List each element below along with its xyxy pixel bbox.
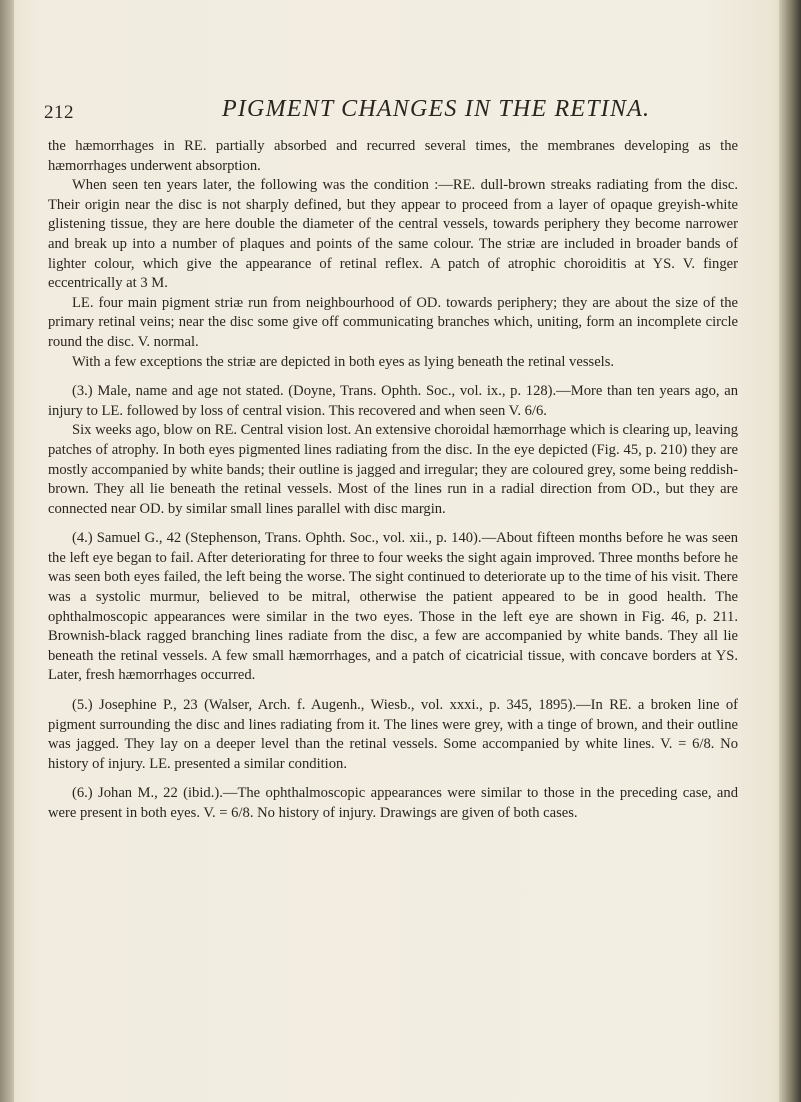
paragraph: (6.) Johan M., 22 (ibid.).—The ophthalmoscopic appearances were similar to those in the preceding case, and were present in both eyes. V. = 6/8. No history of injury. Drawings are given of both cases. (48, 785, 738, 821)
paragraph: (3.) Male, name and age not stated. (Doyne, Trans. Ophth. Soc., vol. ix., p. 128).—More than ten years ago, an injury to LE. followed by loss of central vision. This recovered and when seen V. 6/6. (48, 383, 738, 419)
paragraph: (4.) Samuel G., 42 (Stephenson, Trans. Ophth. Soc., vol. xii., p. 140).—About fifteen months before he was seen the left eye began to fail. After deteriorating for three to four weeks the sight again improved. Three months before he was seen both eyes failed, the left being the worse. The sight continued to deteriorate up to the time of his visit. There was a systolic murmur, believed to be mitral, otherwise the patient appeared to be in good health. The ophthalmoscopic appearances were similar in the two eyes. Those in the left eye are shown in Fig. 46, p. 211. Brownish-black ragged branching lines radiate from the disc, a few are accompanied by white bands. They all lie beneath the retinal vessels. A few small hæmorrhages, and a patch of cicatricial tissue, with concave borders at YS. Later, fresh hæmorrhages occurred. (48, 530, 738, 684)
paragraph: With a few exceptions the striæ are depicted in both eyes as lying beneath the retinal vessels. (72, 353, 615, 370)
page-left-edge (0, 0, 14, 1102)
page-number: 212 (44, 102, 74, 123)
paragraph: (5.) Josephine P., 23 (Walser, Arch. f. Augenh., Wiesb., vol. xxxi., p. 345, 1895).—In RE. a broken line of pigment surrounding the disc and lines radiating from it. The lines were grey, with a tinge of brown, and their outline was jagged. They lay on a deeper level than the retinal vessels. Some accompanied by white lines. V. = 6/8. No history of injury. LE. presented a similar condition. (48, 697, 738, 772)
paragraph: the hæmorrhages in RE. partially absorbed and recurred several times, the membranes developing as the hæmorrhages underwent absorption. (48, 138, 738, 174)
body-text (48, 137, 738, 824)
paragraph: LE. four main pigment striæ run from neighbourhood of OD. towards periphery; they are about the size of the primary retinal veins; near the disc some give off communicating branches which, uniting, form an incomplete circle round the disc. V. normal. (48, 294, 738, 350)
paragraph: When seen ten years later, the following was the condition :—RE. dull-brown streaks radiating from the disc. Their origin near the disc is not sharply defined, but they appear to proceed from a layer of opaque greyish-white glistening tissue, they are here double the diameter of the central vessels, towards periphery they become narrower and break up into a number of plaques and points of the same colour. The striæ are included in broader bands of lighter colour, which give the appearance of retinal reflex. A patch of atrophic choroiditis at YS. V. finger eccentrically at 3 M. (48, 177, 738, 292)
running-head (44, 96, 734, 128)
paragraph: Six weeks ago, blow on RE. Central vision lost. An extensive choroidal hæmorrhage which is clearing up, leaving patches of atrophy. In both eyes pigmented lines radiating from the disc. In the eye depicted (Fig. 45, p. 210) they are mostly accompanied by white bands; their outline is jagged and irregular; they are coloured grey, some being reddish-brown. They all lie beneath the retinal vessels. Most of the lines run in a radial direction from OD., but they are connected near OD. by similar small lines parallel with disc margin. (48, 422, 738, 517)
running-title: PIGMENT CHANGES IN THE RETINA. (222, 96, 651, 122)
page-right-edge (779, 0, 801, 1102)
